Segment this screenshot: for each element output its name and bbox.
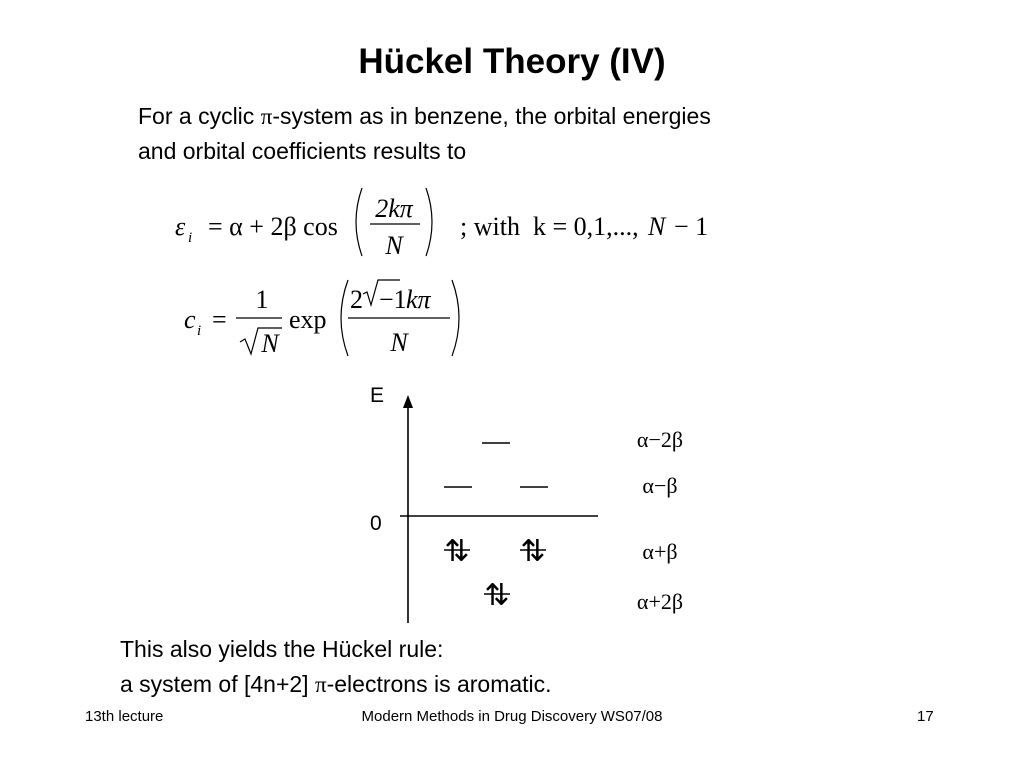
intro-text-line-2: and orbital coefficients results to (138, 138, 467, 164)
energy-condition-n: N (648, 212, 666, 241)
conclusion-text-segment: -electrons is aromatic. (326, 671, 552, 697)
energy-level-diagram (360, 375, 720, 630)
footer-page-number: 17 (917, 708, 934, 725)
arg-k-pi: kπ (406, 285, 431, 314)
sqrt-n: N (261, 329, 279, 358)
level-label-alpha-plus-2beta: α+2β (636, 589, 684, 614)
c-symbol: c (184, 305, 196, 334)
equals-sign: = (212, 305, 227, 334)
conclusion-line-2 (120, 671, 552, 698)
energy-axis-arrowhead (403, 395, 413, 408)
arg-minus-one: −1 (379, 285, 407, 314)
level-label-alpha-minus-beta: α−β (642, 473, 678, 498)
one-over-sqrt-numerator: 1 (255, 285, 269, 314)
energy-condition: ; with k = 0,1,..., (460, 212, 639, 241)
fraction-denominator: N (385, 231, 403, 260)
level-label-alpha-plus-beta: α+β (642, 539, 678, 564)
electron-pair-icon: ⇅ (520, 535, 546, 568)
footer-lecture: 13th lecture (85, 708, 164, 725)
level-label-alpha-minus-2beta: α−2β (636, 427, 684, 452)
epsilon-symbol: ε (175, 212, 186, 241)
pi-symbol: π (260, 104, 273, 129)
pi-symbol: π (314, 672, 327, 697)
electron-pair-icon: ⇅ (484, 579, 510, 612)
fraction-numerator: 2kπ (375, 194, 413, 223)
intro-text-segment: For a cyclic (138, 103, 261, 129)
footer-course-title: Modern Methods in Drug Discovery WS07/08 (361, 708, 663, 725)
arg-denominator: N (390, 328, 408, 357)
energy-formula (160, 180, 740, 265)
energy-axis-label: E (370, 384, 385, 407)
c-subscript: i (197, 323, 202, 339)
energy-rhs: = α + 2β cos (208, 212, 338, 241)
arg-two: 2 (350, 285, 363, 314)
conclusion-text-segment: a system of [4n+2] (120, 671, 315, 697)
energy-condition-minus-one: − 1 (674, 212, 709, 241)
zero-label: 0 (370, 512, 382, 535)
intro-text-line-1 (138, 103, 711, 130)
left-paren (341, 280, 348, 356)
right-paren (452, 280, 459, 356)
intro-text-segment: -system as in benzene, the orbital energies (272, 103, 711, 129)
electron-pair-icon: ⇅ (444, 535, 470, 568)
epsilon-subscript: i (188, 230, 193, 246)
slide-title: Hückel Theory (IV) (358, 42, 666, 81)
coefficient-formula (160, 272, 500, 362)
right-paren (426, 188, 432, 256)
exp-function: exp (289, 305, 327, 334)
conclusion-line-1: This also yields the Hückel rule: (120, 636, 444, 662)
left-paren (356, 188, 362, 256)
